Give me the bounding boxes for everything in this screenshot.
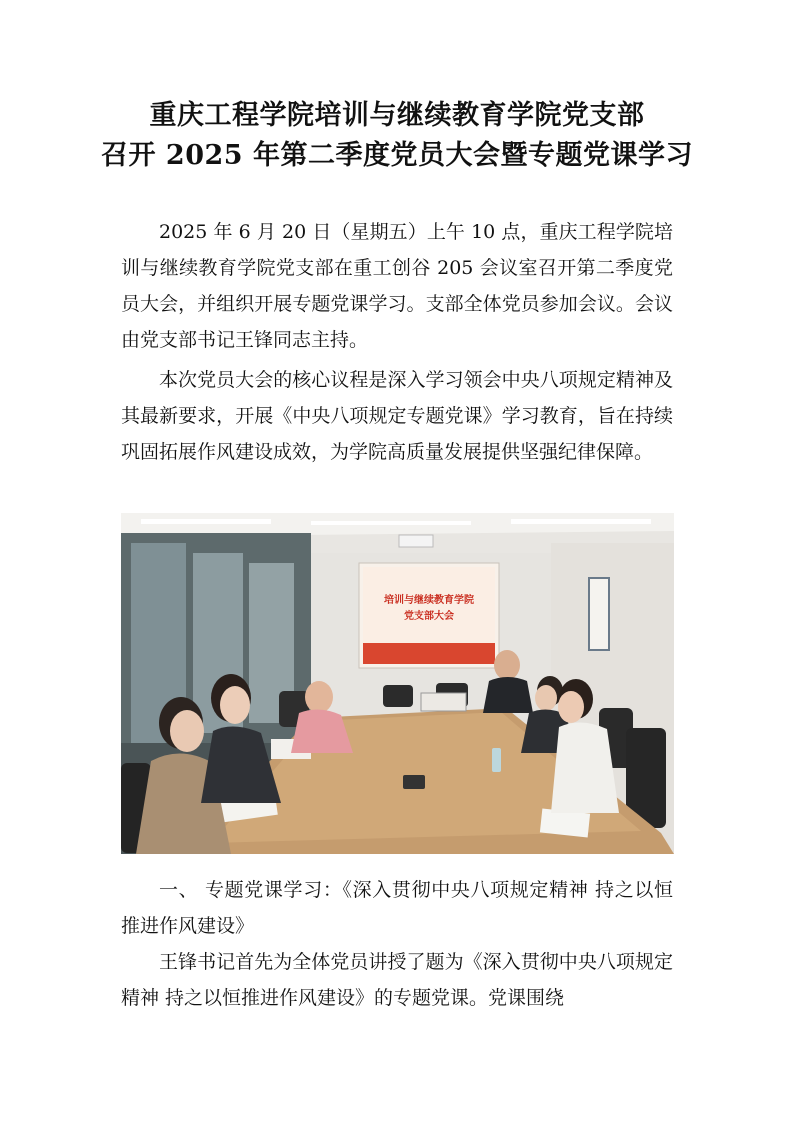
meeting-photo [121, 513, 674, 854]
screen-line-1: 培训与继续教育学院 [384, 595, 474, 606]
paragraph-intro: 2025 年 6 月 20 日（星期五）上午 10 点，重庆工程学院培训与继续教育学院党支部在重工创谷 205 会议室召开第二季度党员大会，并组织开展专题党课学习。支部全体党员参加会议。会议由党支部书记王锋同志主持。 [121, 221, 673, 351]
paragraph-agenda: 本次党员大会的核心议程是深入学习领会中央八项规定精神及其最新要求，开展《中央八项规定专题党课》学习教育，旨在持续巩固拓展作风建设成效，为学院高质量发展提供坚强纪律保障。 [121, 369, 673, 463]
screen-line-2: 党支部大会 [404, 611, 454, 622]
document-title-line-1: 重庆工程学院培训与继续教育学院党支部 [149, 100, 645, 131]
paragraph-lecture: 王锋书记首先为全体党员讲授了题为《深入贯彻中央八项规定精神 持之以恒推进作风建设》的专题党课。党课围绕 [121, 951, 673, 1009]
document-title-line-2: 召开 2025 年第二季度党员大会暨专题党课学习 [101, 140, 693, 171]
section-heading-1: 一、 专题党课学习：《深入贯彻中央八项规定精神 持之以恒推进作风建设》 [121, 879, 673, 937]
